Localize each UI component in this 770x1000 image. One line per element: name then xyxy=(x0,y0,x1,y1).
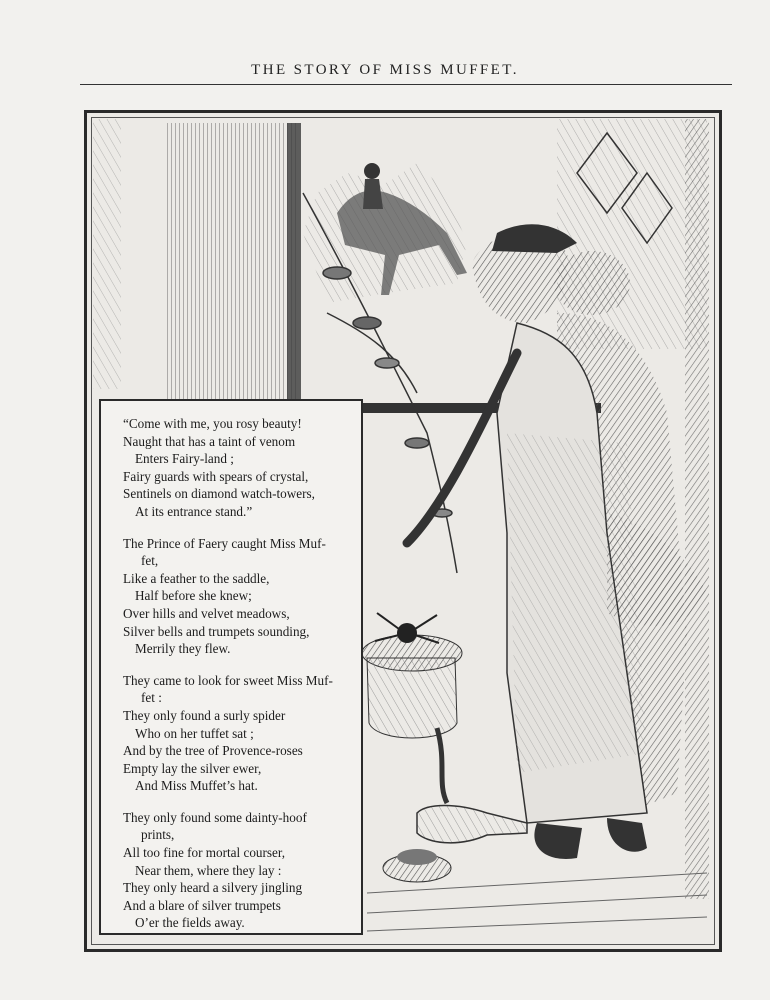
poem-text-panel xyxy=(99,399,363,935)
fallen-ewer-and-hat xyxy=(383,806,527,883)
poem-stanza-3 xyxy=(123,672,361,795)
poem-line: Like a feather to the saddle, xyxy=(123,570,270,586)
poem-stanza-2 xyxy=(123,535,361,658)
poem-line: The Prince of Faery caught Miss Muf- xyxy=(123,535,326,551)
poem-line: Sentinels on diamond watch-towers, xyxy=(123,486,315,502)
rider-on-horse xyxy=(303,163,467,303)
poem-line: They only found some dainty-hoof xyxy=(123,809,307,825)
poem-line: And by the tree of Provence-roses xyxy=(123,743,303,759)
poem-line: Silver bells and trumpets sounding, xyxy=(123,623,310,639)
poem-line: Half before she knew; xyxy=(135,588,252,604)
poem-line: fet : xyxy=(141,690,162,706)
poem-line: And Miss Muffet’s hat. xyxy=(135,778,258,794)
poem-line: They only heard a silvery jingling xyxy=(123,880,303,896)
poem-stanza-4 xyxy=(123,809,361,932)
poem-line: All too fine for mortal courser, xyxy=(123,845,286,861)
poem-line: Naught that has a taint of venom xyxy=(123,433,296,449)
poem-line: At its entrance stand.” xyxy=(135,503,253,519)
header-rule xyxy=(80,84,732,85)
poem-line: Merrily they flew. xyxy=(135,641,231,657)
poem-line: Who on her tuffet sat ; xyxy=(135,725,254,741)
illustration-frame xyxy=(84,110,722,952)
poem-stanza-1 xyxy=(123,415,361,521)
poem-line: They only found a surly spider xyxy=(123,707,286,723)
poem-line: And a blare of silver trumpets xyxy=(123,897,281,913)
stool-and-spider xyxy=(362,613,462,803)
poem-line: Near them, where they lay : xyxy=(135,862,282,878)
poem-line: Over hills and velvet meadows, xyxy=(123,605,290,621)
poem-line: fet, xyxy=(141,553,159,569)
poem-line: Enters Fairy-land ; xyxy=(135,451,234,467)
poem-line: O’er the fields away. xyxy=(135,915,245,931)
poem-line: “Come with me, you rosy beauty! xyxy=(123,416,302,431)
poem-line: Empty lay the silver ewer, xyxy=(123,760,262,776)
running-head: THE STORY OF MISS MUFFET. xyxy=(251,62,519,78)
poem-line: Fairy guards with spears of crystal, xyxy=(123,468,309,484)
poem-line: They came to look for sweet Miss Muf- xyxy=(123,672,333,688)
poem-line: prints, xyxy=(141,827,175,843)
